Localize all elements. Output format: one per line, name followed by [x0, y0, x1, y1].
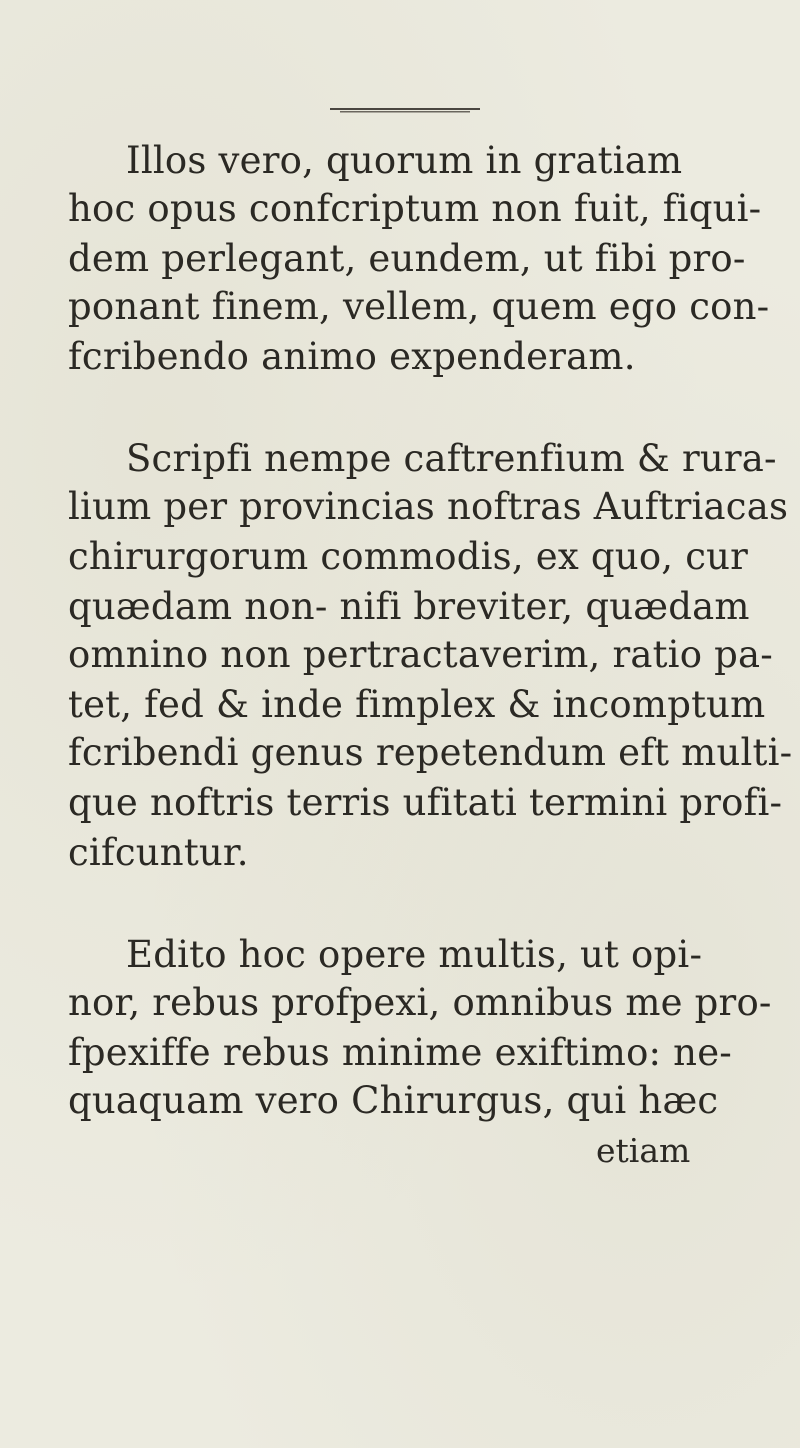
text-line: Illos vero, quorum in gratiam	[126, 139, 683, 182]
text-line: dem perlegant, eundem, ut fibi pro-	[68, 237, 746, 280]
text-line: fpexiffe rebus minime exiftimo: ne-	[68, 1031, 733, 1074]
text-line: ponant finem, vellem, quem ego con-	[68, 285, 770, 328]
text-line: quaquam vero Chirurgus, qui hæc	[68, 1079, 719, 1122]
text-line: chirurgorum commodis, ex quo, cur	[68, 535, 749, 578]
text-line: fcribendo animo expenderam.	[68, 335, 636, 378]
text-line: cifcuntur.	[68, 831, 249, 874]
text-line: hoc opus confcriptum non fuit, fiqui-	[68, 187, 762, 230]
text-line: Edito hoc opere multis, ut opi-	[126, 933, 703, 976]
text-line: quædam non- nifi breviter, quædam	[68, 585, 750, 628]
text-line: omnino non pertractaverim, ratio pa-	[68, 633, 773, 676]
text-line: lium per provincias noftras Auftriacas	[68, 485, 789, 528]
text-line: tet, fed & inde fimplex & incomptum	[68, 683, 766, 726]
text-line: Scripfi nempe caftrenfium & rura-	[126, 437, 777, 480]
text-line: nor, rebus profpexi, omnibus me pro-	[68, 981, 772, 1024]
text-line: fcribendi genus repetendum eft multi-	[68, 731, 793, 774]
text-line: que noftris terris ufitati termini profi-	[68, 781, 783, 824]
catchword: etiam	[596, 1131, 691, 1170]
